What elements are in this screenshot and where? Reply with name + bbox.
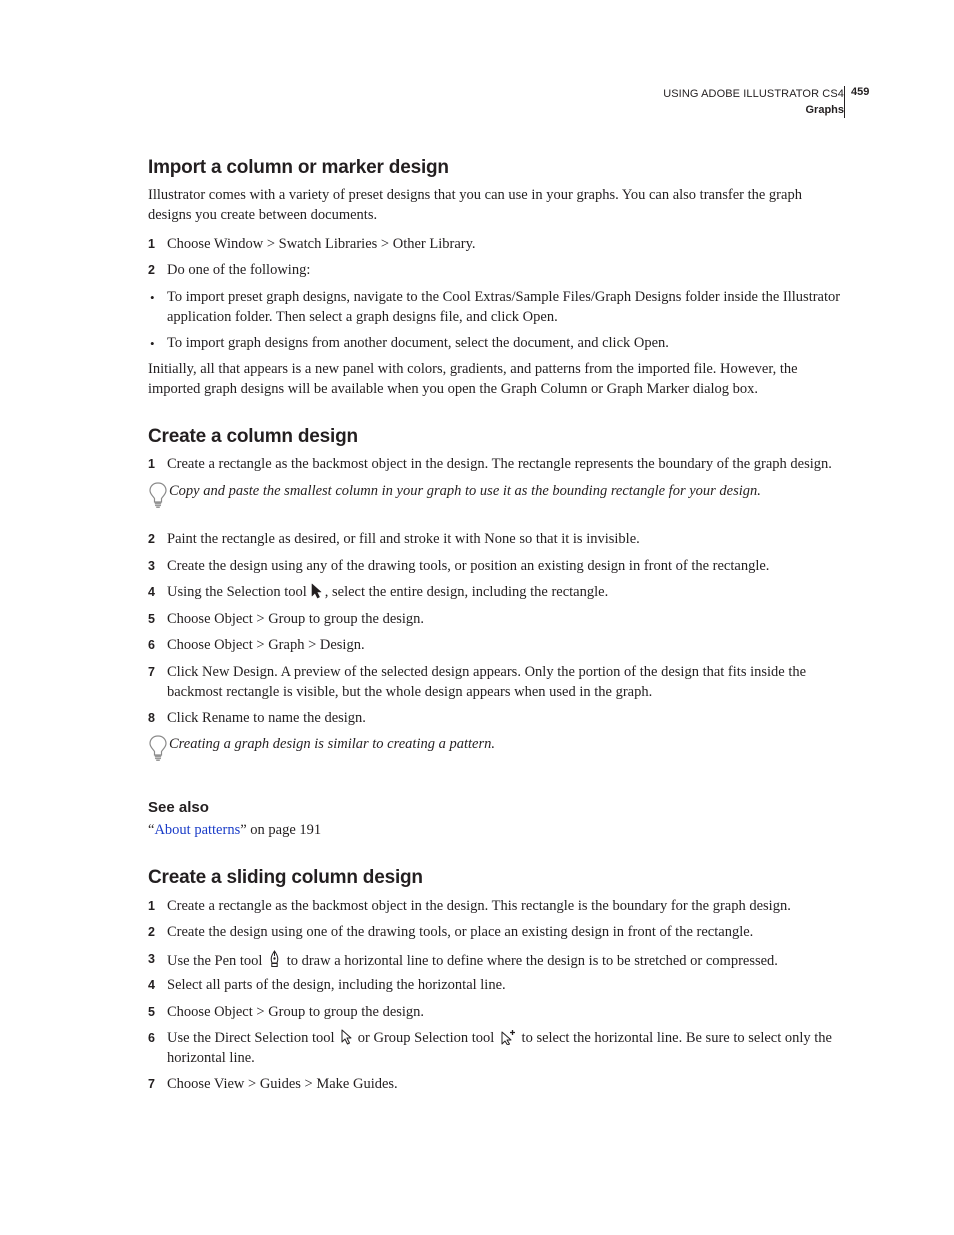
step-text: Do one of the following: <box>167 262 311 278</box>
import-bullet-1 <box>148 288 843 327</box>
step-number: 3 <box>148 952 155 966</box>
running-header <box>663 86 844 118</box>
column-step-7 <box>148 663 843 702</box>
step-number: 4 <box>148 585 155 599</box>
lightbulb-icon <box>148 734 168 762</box>
heading-import-design: Import a column or marker design <box>148 157 449 178</box>
open-quote: “ <box>148 822 155 838</box>
step-text: Choose Object > Group to group the design. <box>167 1004 425 1020</box>
step-number: 1 <box>148 899 155 913</box>
pen-tool-icon <box>268 950 281 968</box>
sliding-step-7 <box>148 1075 843 1095</box>
step-text: Click Rename to name the design. <box>167 710 366 726</box>
book-title: USING ADOBE ILLUSTRATOR CS4 <box>663 88 844 100</box>
step-text <box>167 583 843 603</box>
header-divider <box>844 86 845 118</box>
step-number: 1 <box>148 457 155 471</box>
step-text: Create the design using one of the drawing tools, or place an existing design in front of the rectangle. <box>167 924 754 940</box>
step-text-before: Use the Direct Selection tool <box>167 1030 335 1046</box>
step-number: 8 <box>148 711 155 725</box>
direct-selection-tool-icon <box>340 1029 352 1045</box>
step-text: Choose Object > Group to group the design. <box>167 611 425 627</box>
step-text: Select all parts of the design, including the horizontal line. <box>167 977 506 993</box>
step-text-before: Using the Selection tool <box>167 584 307 600</box>
column-step-6 <box>148 636 843 656</box>
step-text: Create a rectangle as the backmost object in the design. The rectangle represents the boundary of the graph design. <box>167 456 832 472</box>
sliding-step-5 <box>148 1003 843 1023</box>
import-step-2 <box>148 261 843 281</box>
lightbulb-icon <box>148 481 168 509</box>
column-step-8 <box>148 709 843 729</box>
see-also-heading: See also <box>148 799 209 816</box>
step-text: Create a rectangle as the backmost object in the design. This rectangle is the boundary for the graph design. <box>167 898 791 914</box>
column-step-4 <box>148 583 843 603</box>
bullet-text: To import preset graph designs, navigate to the Cool Extras/Sample Files/Graph Designs folder inside the Illustrator application folder. Then select a graph designs file, and click Open. <box>167 289 841 325</box>
step-number: 4 <box>148 978 155 992</box>
tip-text: Creating a graph design is similar to creating a pattern. <box>169 736 495 752</box>
step-number: 1 <box>148 237 155 251</box>
sliding-step-4 <box>148 976 843 996</box>
step-text: Choose View > Guides > Make Guides. <box>167 1076 398 1092</box>
page-reference: ” on page 191 <box>240 822 322 838</box>
page-number: 459 <box>851 86 870 98</box>
sliding-step-1 <box>148 897 843 917</box>
step-text: Click New Design. A preview of the selected design appears. Only the portion of the design that fits inside the backmost rectangle is visible, but the whole design appears when used in the graph. <box>167 664 807 700</box>
sliding-step-2 <box>148 923 843 943</box>
step-number: 2 <box>148 925 155 939</box>
step-text: Paint the rectangle as desired, or fill and stroke it with None so that it is invisible. <box>167 531 640 547</box>
step-number: 5 <box>148 612 155 626</box>
heading-sliding-column: Create a sliding column design <box>148 867 423 888</box>
chapter-title: Graphs <box>805 104 844 116</box>
step-text-after: to select the horizontal line. Be sure to select only the horizontal line. <box>167 1030 832 1066</box>
step-text: Choose Object > Graph > Design. <box>167 637 365 653</box>
step-text: Choose Window > Swatch Libraries > Other Library. <box>167 236 476 252</box>
step-text-after: , select the entire design, including the rectangle. <box>324 584 609 600</box>
step-number: 3 <box>148 559 155 573</box>
step-number: 2 <box>148 532 155 546</box>
step-number: 7 <box>148 665 155 679</box>
column-step-1 <box>148 455 843 475</box>
column-step-3 <box>148 557 843 577</box>
step-text-middle: or Group Selection tool <box>357 1030 495 1046</box>
selection-tool-icon <box>309 583 323 599</box>
step-text-before: Use the Pen tool <box>167 953 263 969</box>
step-number: 6 <box>148 638 155 652</box>
tip-note-2 <box>148 735 843 755</box>
step-number: 7 <box>148 1077 155 1091</box>
step-number: 6 <box>148 1031 155 1045</box>
column-step-2 <box>148 530 843 550</box>
step-number: 2 <box>148 263 155 277</box>
bullet-mark: • <box>150 336 155 351</box>
import-step-1 <box>148 235 843 255</box>
sliding-step-6 <box>148 1029 843 1068</box>
step-text <box>167 950 843 972</box>
step-text-after: to draw a horizontal line to define where the design is to be stretched or compressed. <box>286 953 778 969</box>
import-outro: Initially, all that appears is a new panel with colors, gradients, and patterns from the imported file. However, the imported graph designs will be available when you open the Graph Column or Graph Marker dialog box. <box>148 361 798 397</box>
step-text: Create the design using any of the drawing tools, or position an existing design in front of the rectangle. <box>167 558 770 574</box>
step-number: 5 <box>148 1005 155 1019</box>
see-also-reference <box>148 821 843 841</box>
group-selection-tool-icon <box>500 1029 516 1045</box>
import-intro: Illustrator comes with a variety of preset designs that you can use in your graphs. You can also transfer the graph designs you create between documents. <box>148 187 802 223</box>
bullet-mark: • <box>150 290 155 305</box>
bullet-text: To import graph designs from another document, select the document, and click Open. <box>167 335 669 351</box>
sliding-step-3 <box>148 950 843 972</box>
step-text <box>167 1029 843 1068</box>
about-patterns-link[interactable]: About patterns <box>154 822 241 838</box>
tip-note-1 <box>148 482 843 502</box>
column-step-5 <box>148 610 843 630</box>
heading-create-column: Create a column design <box>148 426 358 447</box>
import-bullet-2 <box>148 334 843 354</box>
tip-text: Copy and paste the smallest column in your graph to use it as the bounding rectangle for your design. <box>169 483 761 499</box>
